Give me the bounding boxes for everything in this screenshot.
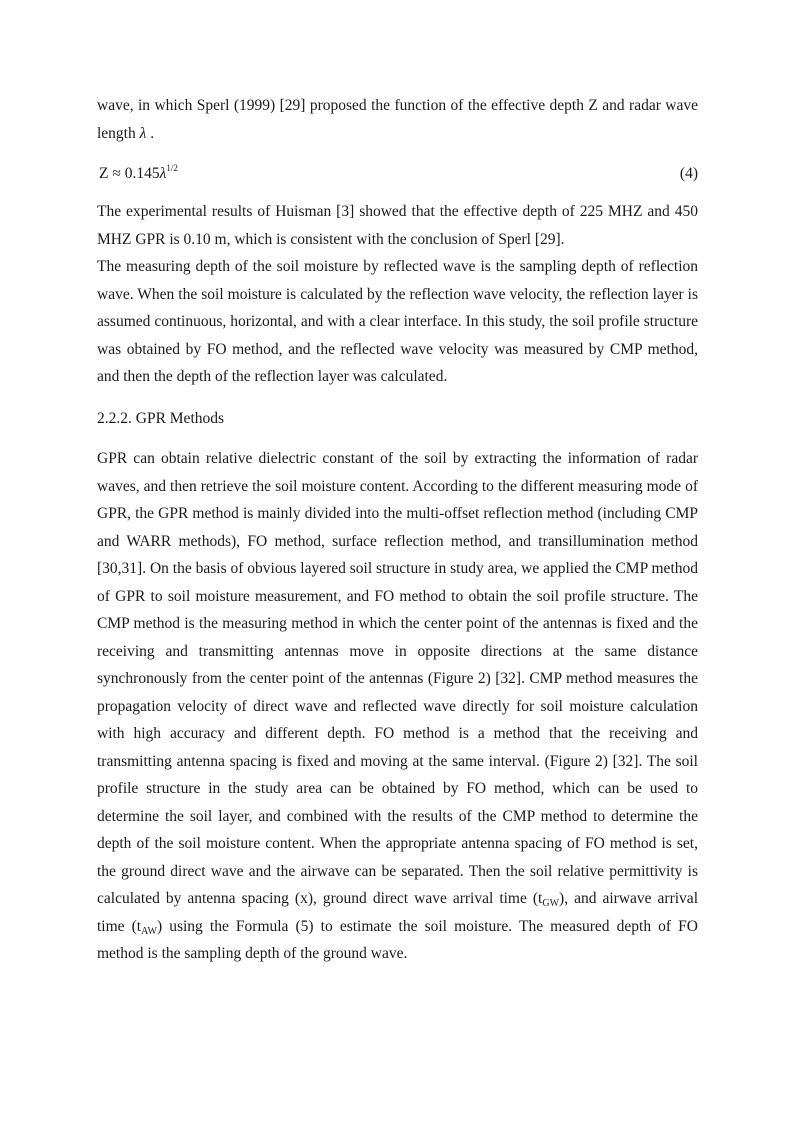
intro-lambda-symbol: λ: [139, 124, 147, 142]
equation-exponent: 1/2: [166, 163, 178, 173]
document-page: [97, 92, 698, 968]
section-heading: 2.2.2. GPR Methods: [97, 409, 225, 427]
gpr-subscript-aw: AW: [141, 925, 157, 937]
gpr-methods-paragraph: [97, 445, 698, 968]
reflected-wave-paragraph: The measuring depth of the soil moisture by reflected wave is the sampling depth of reflection wave. When the soil moisture is calculated by the reflection wave velocity, the reflection layer is assumed continuous, horizontal, and with a clear interface. In this study, the soil profile structure was obtained by FO method, and the reflected wave velocity was measured by CMP method, and then the depth of the reflection layer was calculated.: [97, 258, 698, 385]
equation-lhs: Z ≈ 0.145: [99, 165, 160, 182]
equation-number: (4): [679, 165, 698, 182]
gpr-text-part1: GPR can obtain relative dielectric constant of the soil by extracting the information of radar waves, and then retrieve the soil moisture content. According to the different measuring mode of GPR, the GPR method is mainly divided into the multi-offset reflection method (including CMP and WARR methods), FO method, surface reflection method, and transillumination method [30,31]. On the basis of obvious layered soil structure in study area, we applied the CMP method of GPR to soil moisture measurement, and FO method to obtain the soil profile structure. The CMP method is the measuring method in which the center point of the antennas is fixed and the receiving and transmitting antennas move in opposite directions at the same distance synchronously from the center point of the antennas (Figure 2) [32]. CMP method measures the propagation velocity of direct wave and reflected wave directly for soil moisture calculation with high accuracy and different depth. FO method is a method that the receiving and transmitting antenna spacing is fixed and moving at the same interval. (Figure 2) [32]. The soil profile structure in the study area can be obtained by FO method, which can be used to determine the soil layer, and combined with the results of the CMP method to determine the depth of the soil moisture content. When the appropriate antenna spacing of FO method is set, the ground direct wave and the airwave can be separated. Then the soil relative permittivity is calculated by antenna spacing (x), ground direct wave arrival time (t: [97, 450, 698, 907]
gpr-subscript-gw: GW: [542, 898, 560, 909]
gpr-text-part2: ), and airwave arrival time (t: [97, 890, 698, 935]
gpr-text-part3: ) using the Formula (5) to estimate the soil moisture. The measured depth of FO method is the sampling depth of the ground wave.: [97, 917, 698, 962]
equation-lambda: λ: [159, 165, 167, 182]
huisman-paragraph: The experimental results of Huisman [3] showed that the effective depth of 225 MHZ and 450 MHZ GPR is 0.10 m, which is consistent with the conclusion of Sperl [29].: [97, 203, 698, 248]
equation-body: [97, 160, 178, 188]
intro-text-before-z: wave, in which Sperl (1999) [29] proposed the function of the effective depth: [97, 97, 589, 114]
intro-text-end: .: [146, 124, 155, 142]
intro-text-after-z: and radar wave length: [97, 97, 698, 142]
equation-4: [97, 160, 698, 187]
intro-paragraph: [97, 92, 698, 147]
intro-z-symbol: Z: [588, 97, 598, 114]
